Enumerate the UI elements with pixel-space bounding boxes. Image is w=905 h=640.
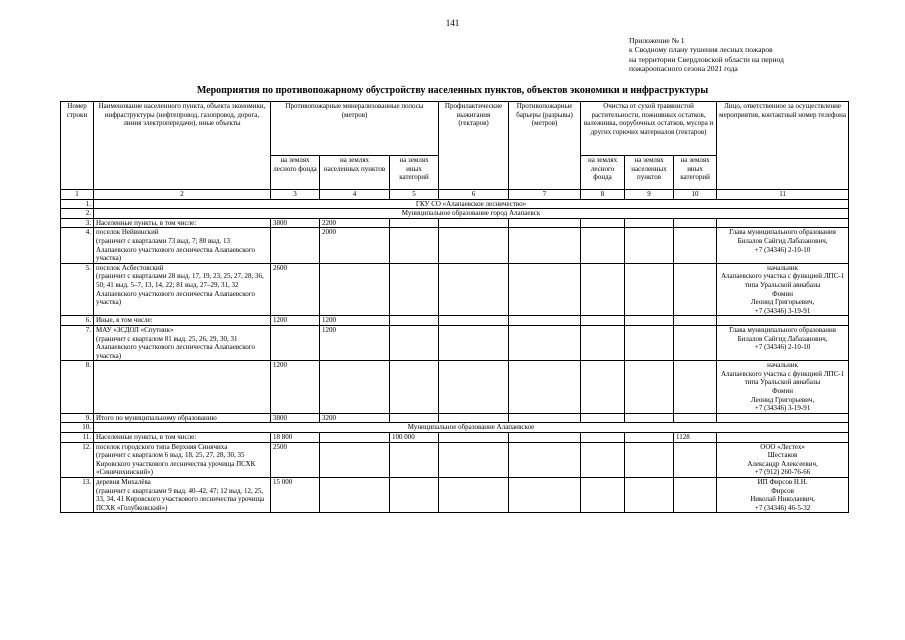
row-number: 7. [61,325,94,360]
barrier-value [509,228,581,263]
strip-other [390,263,439,316]
cleaning-forest [581,361,625,414]
burn-value [439,228,509,263]
cleaning-other [674,325,717,360]
appendix-line: на территории Свердловской области на период [629,54,784,64]
row-number: 12. [61,442,94,477]
responsible-person [717,218,849,228]
responsible-person [717,413,849,423]
header-barriers: Противопожарные барьеры (разрывы) (метров) [509,102,581,190]
row-number: 5. [61,263,94,316]
cleaning-other [674,361,717,414]
column-number: 2 [94,190,271,200]
burn-value [439,478,509,513]
section-row [61,423,849,433]
row-number: 1. [61,199,94,209]
header-row-number: Номер строки [61,102,94,190]
column-number: 9 [625,190,674,200]
strip-forest: 2500 [271,442,320,477]
row-number: 6. [61,316,94,326]
appendix-line: Приложение № 1 [629,36,685,45]
cleaning-other [674,228,717,263]
strip-settlements: 2000 [320,228,390,263]
object-name: поселок Нейвинский (граничит с кварталами 73 выд. 7; 80 выд. 13 Алапаевского участкового лесничества Алапаевского участка) [94,228,271,263]
object-name: МАУ «ЗСДОЛ «Спутник» (граничит с кварталом 81 выд. 25, 26, 29, 30, 31 Алапаевского участкового лесничества Алапаевского участка) [94,325,271,360]
column-number: 4 [320,190,390,200]
strip-settlements [320,442,390,477]
responsible-person: Глава муниципального образования Билалов Сайгид Лабазанович, +7 (34346) 2-10-10 [717,228,849,263]
object-name: поселок городского типа Верхняя Синячиха (граничит с кварталом 6 выд. 18, 25, 27, 28, 30, 35 Кировского участкового лесничества урочища ПСХК «Синячихинский») [94,442,271,477]
cleaning-other [674,442,717,477]
object-name: Населенные пункты, в том числе: [94,218,271,228]
table-row [61,478,849,513]
burn-value [439,263,509,316]
page-number: 141 [445,18,460,28]
subheader-settlements: на землях населенных пунктов [320,156,390,190]
burn-value [439,361,509,414]
section-title: ГКУ СО «Алапаевское лесничество» [94,199,849,209]
column-number: 7 [509,190,581,200]
subheader-other: на землях иных категорий [674,156,717,190]
table-row [61,263,849,316]
responsible-person: Глава муниципального образования Билалов Сайгид Лабазанович, +7 (34346) 2-10-10 [717,325,849,360]
table-row [61,316,849,326]
responsible-person [717,316,849,326]
header-cleaning: Очистка от сухой травянистой растительности, пожнивных остатков, валежника, порубочных остатков, мусора и других горючих материалов (гектаров) [581,102,717,156]
barrier-value [509,433,581,443]
cleaning-forest [581,316,625,326]
cleaning-other [674,413,717,423]
object-name: деревня Михалёва (граничит с кварталами 9 выд. 40–42, 47; 12 выд. 12, 25, 33, 34, 41 Кировского участкового лесничества урочища ПСХК «Голубковский») [94,478,271,513]
table-row [61,433,849,443]
strip-settlements [320,263,390,316]
burn-value [439,442,509,477]
cleaning-other [674,263,717,316]
barrier-value [509,263,581,316]
burn-value [439,433,509,443]
cleaning-other [674,478,717,513]
cleaning-settlements [625,218,674,228]
burn-value [439,325,509,360]
strip-forest [271,228,320,263]
cleaning-forest [581,413,625,423]
section-title: Муниципальное образование Алапаевское [94,423,849,433]
subheader-forest: на землях лесного фонда [581,156,625,190]
strip-other [390,442,439,477]
cleaning-other [674,316,717,326]
cleaning-settlements [625,478,674,513]
strip-other: 100 000 [390,433,439,443]
object-name: Иные, в том числе: [94,316,271,326]
strip-forest: 3800 [271,218,320,228]
table-row [61,442,849,477]
cleaning-other: 1128 [674,433,717,443]
responsible-person: ООО «Лестех» Шестаков Александр Алексеевич, +7 (912) 260-76-66 [717,442,849,477]
cleaning-forest [581,325,625,360]
barrier-value [509,442,581,477]
appendix-line: к Сводному плану тушения лесных пожаров [629,45,773,55]
section-row [61,199,849,209]
column-number: 10 [674,190,717,200]
table-row [61,413,849,423]
cleaning-settlements [625,361,674,414]
subheader-forest: на землях лесного фонда [271,156,320,190]
strip-forest: 1200 [271,361,320,414]
barrier-value [509,478,581,513]
row-number: 9. [61,413,94,423]
strip-forest: 1200 [271,316,320,326]
cleaning-settlements [625,413,674,423]
cleaning-settlements [625,263,674,316]
object-name: Итого по муниципальному образованию [94,413,271,423]
strip-other [390,361,439,414]
barrier-value [509,325,581,360]
column-number: 6 [439,190,509,200]
strip-settlements: 1200 [320,325,390,360]
object-name: Населенные пункты, в том числе: [94,433,271,443]
barrier-value [509,218,581,228]
responsible-person [717,433,849,443]
responsible-person: ИП Фирсов Н.Н. Фирсов Николай Николаевич, +7 (34346) 46-5-32 [717,478,849,513]
cleaning-settlements [625,442,674,477]
column-number: 3 [271,190,320,200]
subheader-other: на землях иных категорий [390,156,439,190]
responsible-person: начальник Алапаевского участка с функцией ЛПС-1 типа Уральской авиабазы Фомин Леонид Григорьевич, +7 (34346) 3-19-91 [717,263,849,316]
document-title: Мероприятия по противопожарному обустройству населенных пунктов, объектов экономики и инфраструктуры [196,85,709,96]
section-row [61,209,849,219]
row-number: 11. [61,433,94,443]
row-number: 13. [61,478,94,513]
strip-settlements: 2200 [320,218,390,228]
strip-settlements: 1200 [320,316,390,326]
column-number: 8 [581,190,625,200]
strip-other [390,325,439,360]
section-title: Муниципальное образование город Алапаевск [94,209,849,219]
cleaning-settlements [625,228,674,263]
header-person: Лицо, ответственное за осуществление мероприятия, контактный номер телефона [717,102,849,190]
appendix-line: пожароопасного сезона 2021 года [629,64,738,74]
cleaning-other [674,218,717,228]
measures-table [60,101,849,513]
column-number: 5 [390,190,439,200]
table-row [61,218,849,228]
cleaning-forest [581,218,625,228]
subheader-settlements: на землях населенных пунктов [625,156,674,190]
strip-settlements [320,478,390,513]
strip-other [390,218,439,228]
strip-settlements [320,361,390,414]
table-row [61,228,849,263]
strip-other [390,478,439,513]
header-strips: Противопожарные минерализованные полосы (метров) [271,102,439,156]
burn-value [439,218,509,228]
object-name: поселок Асбестовский (граничит с кварталами 28 выд. 17, 19, 23, 25, 27, 28, 36, 50; 41 выд. 5–7, 13, 14, 22; 81 выд. 27–29, 31, 32 Алапаевского участкового лесничества Алапаевского участка) [94,263,271,316]
appendix-note [629,36,869,74]
strip-forest: 15 000 [271,478,320,513]
burn-value [439,413,509,423]
cleaning-forest [581,228,625,263]
strip-forest: 3800 [271,413,320,423]
header-burn: Профилактические выжигания (гектаров) [439,102,509,190]
header-name: Наименование населенного пункта, объекта экономики, инфраструктуры (нефтепровод, газопровод, дорога, линия электропередачи), иные объекты [94,102,271,190]
cleaning-forest [581,263,625,316]
strip-settlements [320,433,390,443]
strip-other [390,316,439,326]
table-row [61,361,849,414]
burn-value [439,316,509,326]
cleaning-settlements [625,325,674,360]
column-number: 1 [61,190,94,200]
cleaning-forest [581,433,625,443]
row-number: 2. [61,209,94,219]
object-name [94,361,271,414]
cleaning-settlements [625,316,674,326]
strip-other [390,228,439,263]
barrier-value [509,316,581,326]
barrier-value [509,361,581,414]
strip-other [390,413,439,423]
row-number: 8. [61,361,94,414]
cleaning-settlements [625,433,674,443]
strip-settlements: 3200 [320,413,390,423]
table-row [61,325,849,360]
column-number: 11 [717,190,849,200]
cleaning-forest [581,478,625,513]
column-number-row [61,190,849,200]
strip-forest: 18 800 [271,433,320,443]
strip-forest [271,325,320,360]
row-number: 4. [61,228,94,263]
row-number: 3. [61,218,94,228]
cleaning-forest [581,442,625,477]
barrier-value [509,413,581,423]
row-number: 10. [61,423,94,433]
strip-forest: 2600 [271,263,320,316]
responsible-person: начальник Алапаевского участка с функцией ЛПС-1 типа Уральской авиабазы Фомин Леонид Григорьевич, +7 (34346) 3-19-91 [717,361,849,414]
